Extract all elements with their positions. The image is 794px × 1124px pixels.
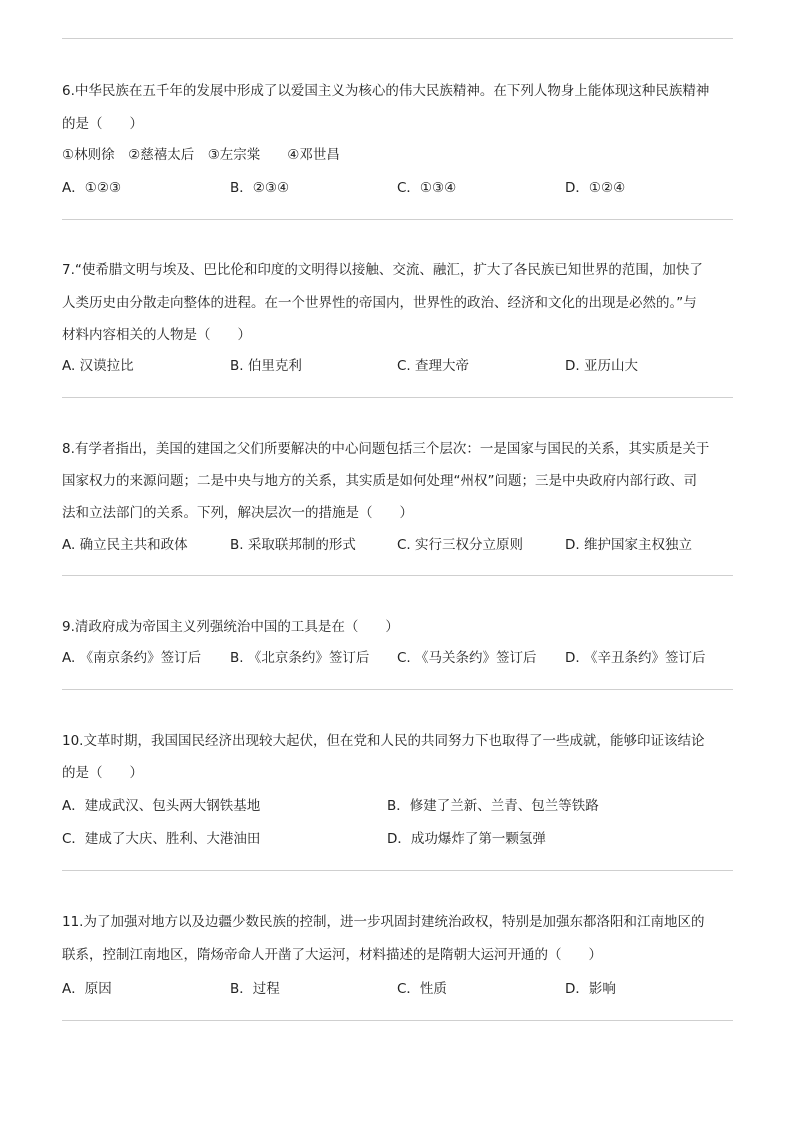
question-stem-line: 国家权力的来源问题；二是中央与地方的关系，其实质是如何处理“州权”问题；三是中央政府内部行政、司 xyxy=(62,473,697,489)
separator-line xyxy=(62,38,733,39)
question-stem-line: 的是（ ） xyxy=(62,765,143,781)
separator-line xyxy=(62,219,733,220)
option-c[interactable]: C. 查理大帝 xyxy=(397,358,470,374)
separator-line xyxy=(62,397,733,398)
question-stem-line: 7.“使希腊文明与埃及、巴比伦和印度的文明得以接触、交流、融汇，扩大了各民族已知世界的范围，加快了 xyxy=(62,262,703,278)
option-a[interactable]: A. 《南京条约》签订后 xyxy=(62,650,202,666)
question-stem-line: 的是（ ） xyxy=(62,116,143,132)
option-a[interactable]: A．建成武汉、包头两大钢铁基地 xyxy=(62,798,261,814)
option-d[interactable]: D．影响 xyxy=(565,981,616,997)
option-a[interactable]: A. 确立民主共和政体 xyxy=(62,537,188,553)
option-b[interactable]: B. 伯里克利 xyxy=(230,358,302,374)
question-stem-line: 10.文革时期，我国国民经济出现较大起伏，但在党和人民的共同努力下也取得了一些成就，能够印证该结论 xyxy=(62,733,705,749)
option-b[interactable]: B. 采取联邦制的形式 xyxy=(230,537,356,553)
separator-line xyxy=(62,1020,733,1021)
question-stem-line: 11.为了加强对地方以及边疆少数民族的控制，进一步巩固封建统治政权，特别是加强东都洛阳和江南地区的 xyxy=(62,914,705,930)
option-d[interactable]: D. 《辛丑条约》签订后 xyxy=(565,650,706,666)
option-b[interactable]: B．修建了兰新、兰青、包兰等铁路 xyxy=(387,798,599,814)
option-d[interactable]: D．①②④ xyxy=(565,180,626,196)
option-c[interactable]: C. 实行三权分立原则 xyxy=(397,537,524,553)
question-stem-line: 法和立法部门的关系。下列，解决层次一的措施是（ ） xyxy=(62,505,413,521)
separator-line xyxy=(62,689,733,690)
option-b[interactable]: B．②③④ xyxy=(230,180,290,196)
question-stem-line: 人类历史由分散走向整体的进程。在一个世界性的帝国内，世界性的政治、经济和文化的出现是必然的。”与 xyxy=(62,295,697,311)
option-d[interactable]: D．成功爆炸了第一颗氢弹 xyxy=(387,831,546,847)
option-b[interactable]: B．过程 xyxy=(230,981,280,997)
question-stem-line: 联系，控制江南地区，隋炀帝命人开凿了大运河，材料描述的是隋朝大运河开通的（ ） xyxy=(62,947,602,963)
option-c[interactable]: C．性质 xyxy=(397,981,447,997)
option-c[interactable]: C. 《马关条约》签订后 xyxy=(397,650,537,666)
option-c[interactable]: C．①③④ xyxy=(397,180,457,196)
option-d[interactable]: D. 亚历山大 xyxy=(565,358,638,374)
separator-line xyxy=(62,870,733,871)
option-b[interactable]: B. 《北京条约》签订后 xyxy=(230,650,370,666)
option-a[interactable]: A．①②③ xyxy=(62,180,122,196)
question-stem-line: 材料内容相关的人物是（ ） xyxy=(62,327,251,343)
question-stem-line: 6.中华民族在五千年的发展中形成了以爱国主义为核心的伟大民族精神。在下列人物身上能体现这种民族精神 xyxy=(62,83,710,99)
option-d[interactable]: D. 维护国家主权独立 xyxy=(565,537,692,553)
option-a[interactable]: A．原因 xyxy=(62,981,112,997)
question-stem-line: 8.有学者指出，美国的建国之父们所要解决的中心问题包括三个层次：一是国家与国民的关系，其实质是关于 xyxy=(62,441,710,457)
option-a[interactable]: A. 汉谟拉比 xyxy=(62,358,134,374)
sub-items: ①林则徐 ②慈禧太后 ③左宗棠 ④邓世昌 xyxy=(62,147,340,163)
separator-line xyxy=(62,575,733,576)
option-c[interactable]: C．建成了大庆、胜利、大港油田 xyxy=(62,831,261,847)
question-stem-line: 9.清政府成为帝国主义列强统治中国的工具是在（ ） xyxy=(62,619,399,635)
